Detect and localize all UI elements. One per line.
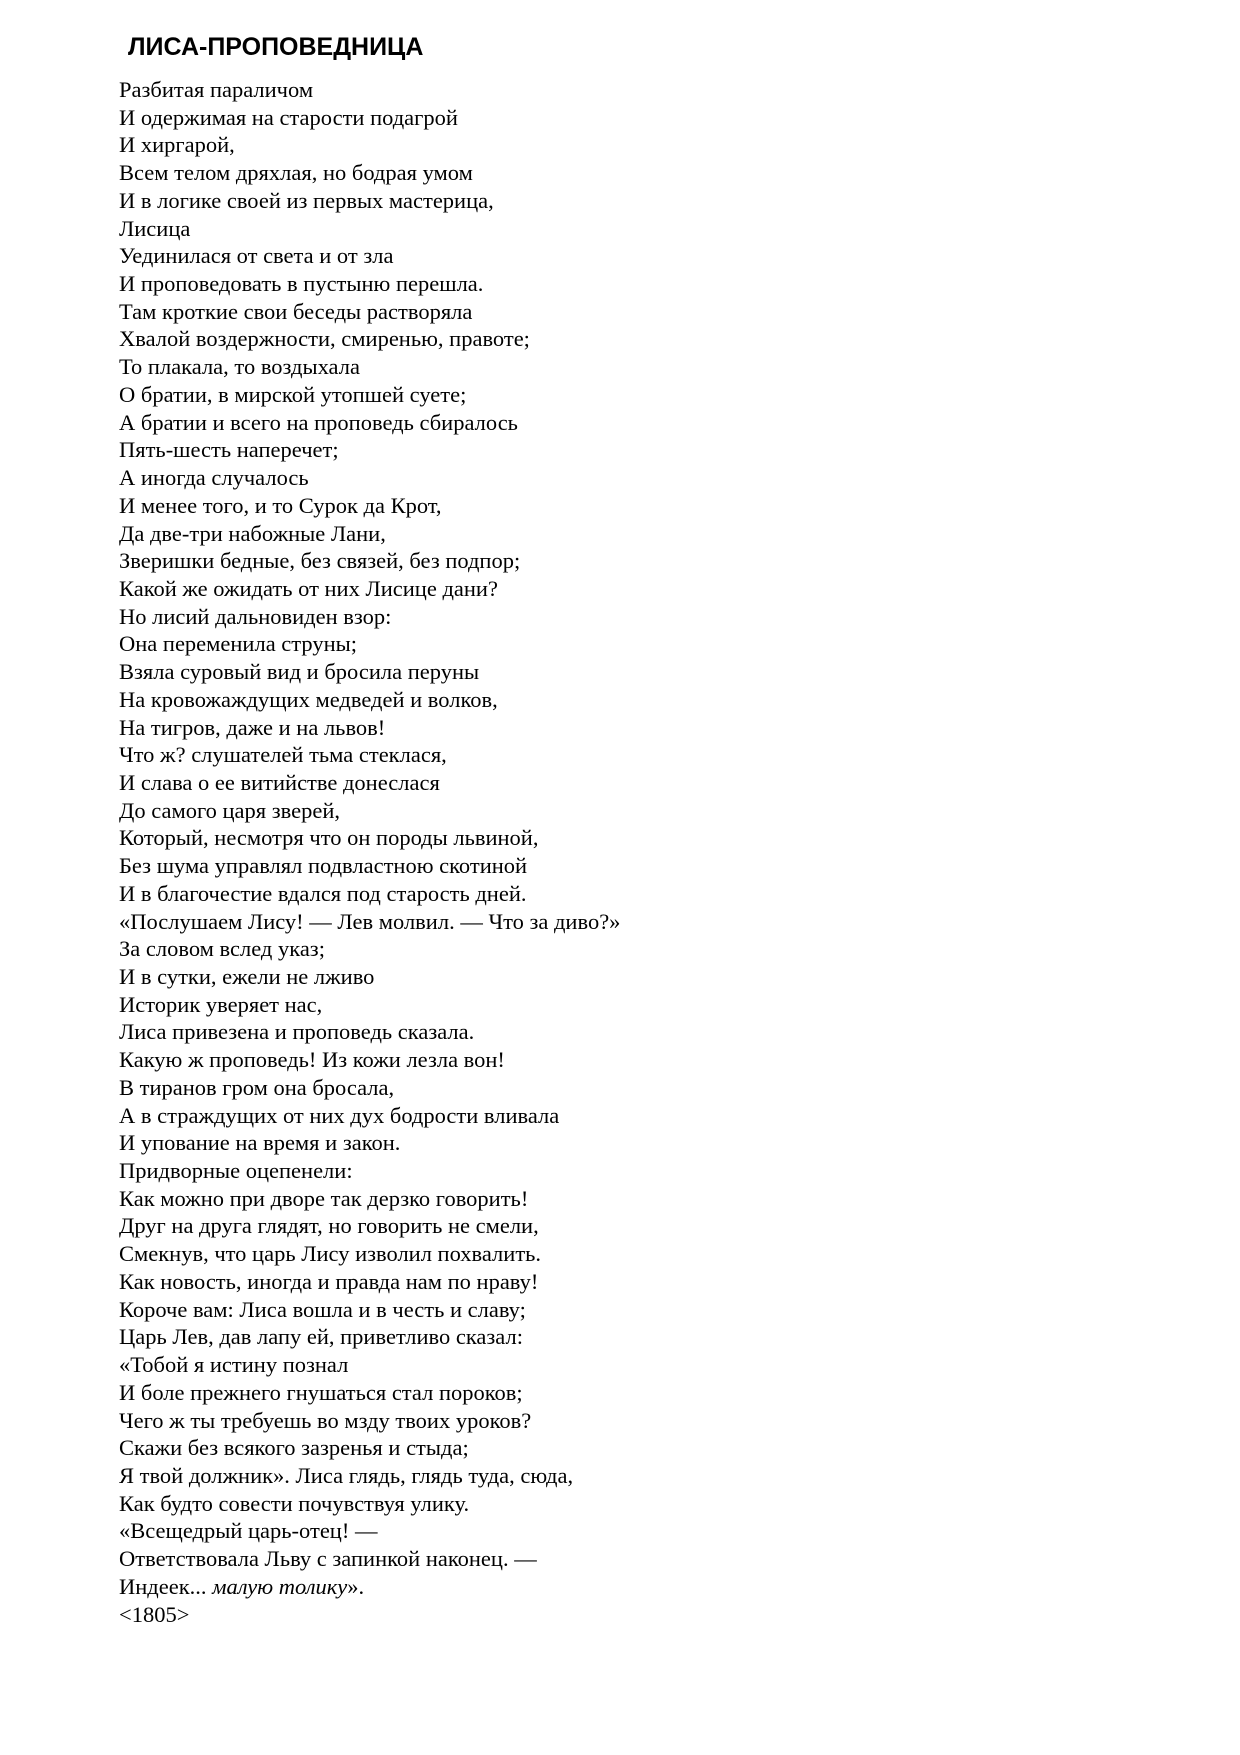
poem-line: И слава о ее витийстве донеслася [119,769,440,795]
poem-line: Как будто совести почувствуя улику. [119,1490,470,1516]
poem-line: И хиргарой, [119,132,235,158]
poem-line: Скажи без всякого зазренья и стыда; [119,1435,469,1461]
poem-line: Какой же ожидать от них Лисице дани? [119,575,498,601]
poem-line: Там кроткие свои беседы растворяла [119,298,473,324]
poem-line: Лиса привезена и проповедь сказала. [119,1019,475,1045]
poem-line: А в страждущих от них дух бодрости вливала [119,1102,560,1128]
poem-line: Ответствовала Льву с запинкой наконец. — [119,1546,537,1572]
poem-line: А иногда случалось [119,465,309,491]
poem-line: То плакала, то воздыхала [119,354,360,380]
poem-line: Хвалой воздержности, смиренью, правоте; [119,326,530,352]
poem-line: И одержимая на старости подагрой [119,104,458,130]
poem-line: А братии и всего на проповедь сбиралось [119,409,518,435]
poem-line: Без шума управлял подвластною скотиной [119,853,528,879]
poem-line: Но лисий дальновиден взор: [119,603,392,629]
final-line-suffix: ». [347,1573,365,1599]
poem-line: И в сутки, ежели не лживо [119,964,375,989]
poem-line: «Тобой я истину познал [119,1352,349,1378]
poem-line: Смекнув, что царь Лису изволил похвалить. [119,1241,542,1267]
poem-line: Как новость, иногда и правда нам по нраву! [119,1268,539,1294]
poem-line: В тиранов гром она бросала, [119,1074,395,1100]
poem-line: Придворные оцепенели: [119,1158,353,1184]
poem-line: Она переменила струны; [119,631,358,657]
poem-line: Чего ж ты требуешь во мзду твоих уроков? [119,1407,532,1433]
poem-body [119,76,620,1628]
poem-line: На кровожаждущих медведей и волков, [119,686,498,712]
final-line-prefix: Индеек... [119,1573,213,1599]
poem-line: Я твой должник». Лиса глядь, глядь туда, сюда, [119,1462,574,1488]
final-line-italic: малую толику [212,1573,348,1599]
poem-line: «Послушаем Лису! — Лев молвил. — Что за диво?» [119,908,621,934]
poem-line: И в логике своей из первых мастерица, [119,187,494,213]
poem-line: Разбитая параличом [119,77,314,102]
poem-line: И в благочестие вдался под старость дней. [119,880,527,906]
poem-line: Историк уверяет нас, [119,991,323,1017]
poem-line: И менее того, и то Сурок да Крот, [119,492,442,518]
poem-line: Который, несмотря что он породы львиной, [119,825,539,851]
poem-line: Царь Лев, дав лапу ей, приветливо сказал: [119,1324,523,1350]
poem-title: ЛИСА-ПРОПОВЕДНИЦА [128,33,424,61]
poem-line: И проповедовать в пустыню перешла. [119,271,484,297]
poem-line: Короче вам: Лиса вошла и в честь и славу; [119,1296,526,1322]
poem-line: Лисица [119,215,191,241]
poem-line: И упование на время и закон. [119,1130,401,1156]
poem-line: Друг на друга глядят, но говорить не смели, [119,1213,539,1239]
poem-line: И боле прежнего гнушаться стал пороков; [119,1379,523,1405]
poem-line: Как можно при дворе так дерзко говорить! [119,1185,529,1211]
poem-line: Зверишки бедные, без связей, без подпор; [119,548,521,574]
poem-year: <1805> [119,1601,190,1627]
poem-line: Что ж? слушателей тьма стеклася, [119,742,447,768]
poem-line: Уединилася от света и от зла [119,243,394,269]
poem-line: Взяла суровый вид и бросила перуны [119,659,480,685]
poem-line: До самого царя зверей, [119,797,341,823]
poem-line: Всем телом дряхлая, но бодрая умом [119,160,473,186]
poem-line: На тигров, даже и на львов! [119,714,386,740]
poem-line: «Всещедрый царь-отец! — [119,1518,378,1544]
poem-line: Да две-три набожные Лани, [119,520,386,546]
poem-line-final [119,1573,620,1601]
poem-line: Какую ж проповедь! Из кожи лезла вон! [119,1047,505,1073]
poem-line: За словом вслед указ; [119,936,325,962]
poem-line: О братии, в мирской утопшей суете; [119,381,467,407]
poem-line: Пять-шесть наперечет; [119,437,339,463]
